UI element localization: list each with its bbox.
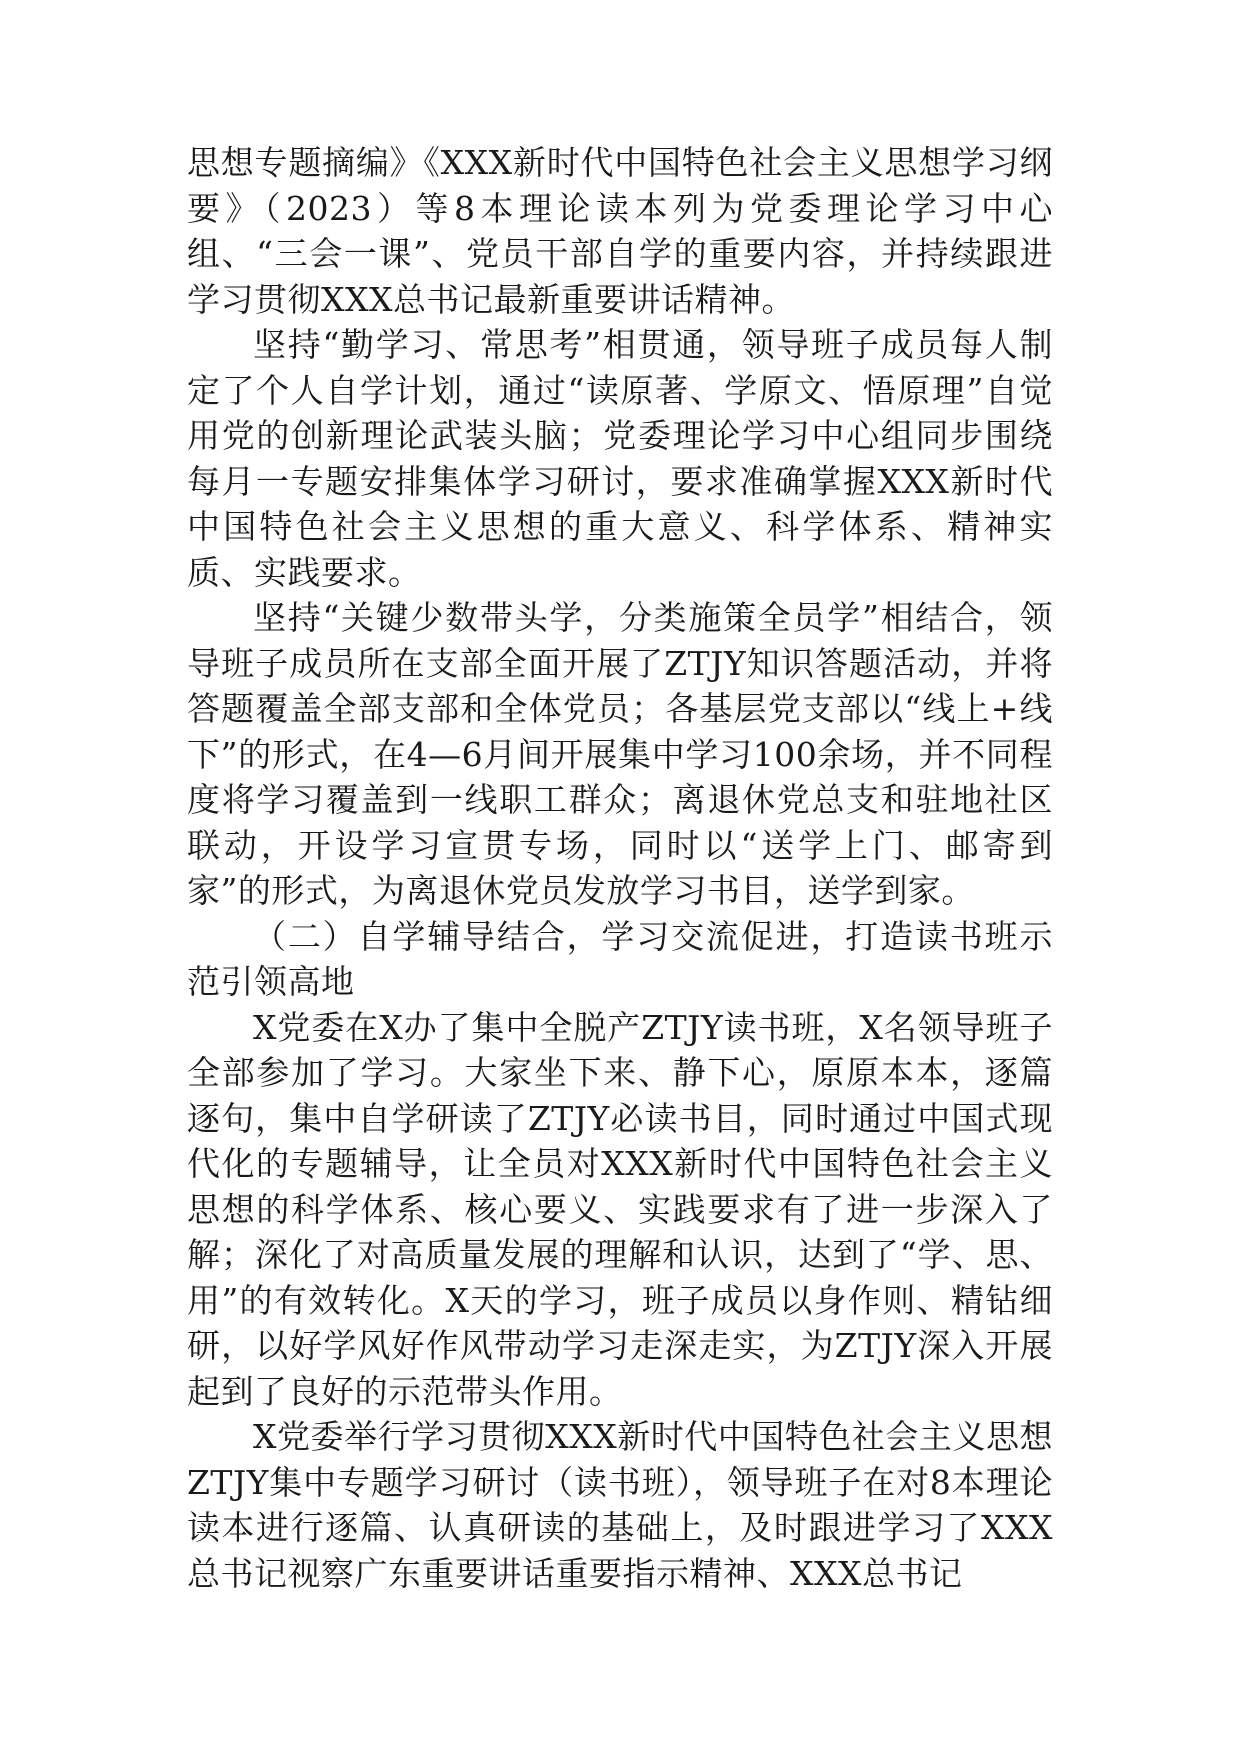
paragraph-seminar: X党委举行学习贯彻XXX新时代中国特色社会主义思想ZTJY集中专题学习研讨（读书班），领导班子在对8本理论读本进行逐篇、认真研读的基础上，及时跟进学习了XXX总书记视察广东重要讲话重要指示精神、XXX总书记 — [187, 1417, 1053, 1593]
body-text — [187, 140, 1053, 1596]
paragraph-reading-class: X党委在X办了集中全脱产ZTJY读书班，X名领导班子全部参加了学习。大家坐下来、静下心，原原本本，逐篇逐句，集中自学研读了ZTJY必读书目，同时通过中国式现代化的专题辅导，让全员对XXX新时代中国特色社会主义思想的科学体系、核心要义、实践要求有了进一步深入了解；深化了对高质量发展的理解和认识，达到了“学、思、用”的有效转化。X天的学习，班子成员以身作则、精钻细研，以好学风好作风带动学习走深走实，为ZTJY深入开展起到了良好的示范带头作用。 — [187, 1007, 1053, 1411]
paragraph-diligent-study: 坚持“勤学习、常思考”相贯通，领导班子成员每人制定了个人自学计划，通过“读原著、学原文、悟原理”自觉用党的创新理论武装头脑；党委理论学习中心组同步围绕每月一专题安排集体学习研讨，要求准确掌握XXX新时代中国特色社会主义思想的重大意义、科学体系、精神实质、实践要求。 — [187, 325, 1053, 592]
paragraph-key-minority: 坚持“关键少数带头学，分类施策全员学”相结合，领导班子成员所在支部全面开展了ZTJY知识答题活动，并将答题覆盖全部支部和全体党员；各基层党支部以“线上+线下”的形式，在4—6月间开展集中学习100余场，并不同程度将学习覆盖到一线职工群众；离退休党总支和驻地社区联动，开设学习宣贯专场，同时以“送学上门、邮寄到家”的形式，为离退休党员发放学习书目，送学到家。 — [187, 598, 1053, 910]
section-heading-2: （二）自学辅导结合，学习交流促进，打造读书班示范引领高地 — [187, 916, 1053, 1001]
paragraph-continuation: 思想专题摘编》《XXX新时代中国特色社会主义思想学习纲要》（2023）等8本理论读本列为党委理论学习中心组、“三会一课”、党员干部自学的重要内容，并持续跟进学习贯彻XXX总书记最新重要讲话精神。 — [187, 143, 1053, 319]
